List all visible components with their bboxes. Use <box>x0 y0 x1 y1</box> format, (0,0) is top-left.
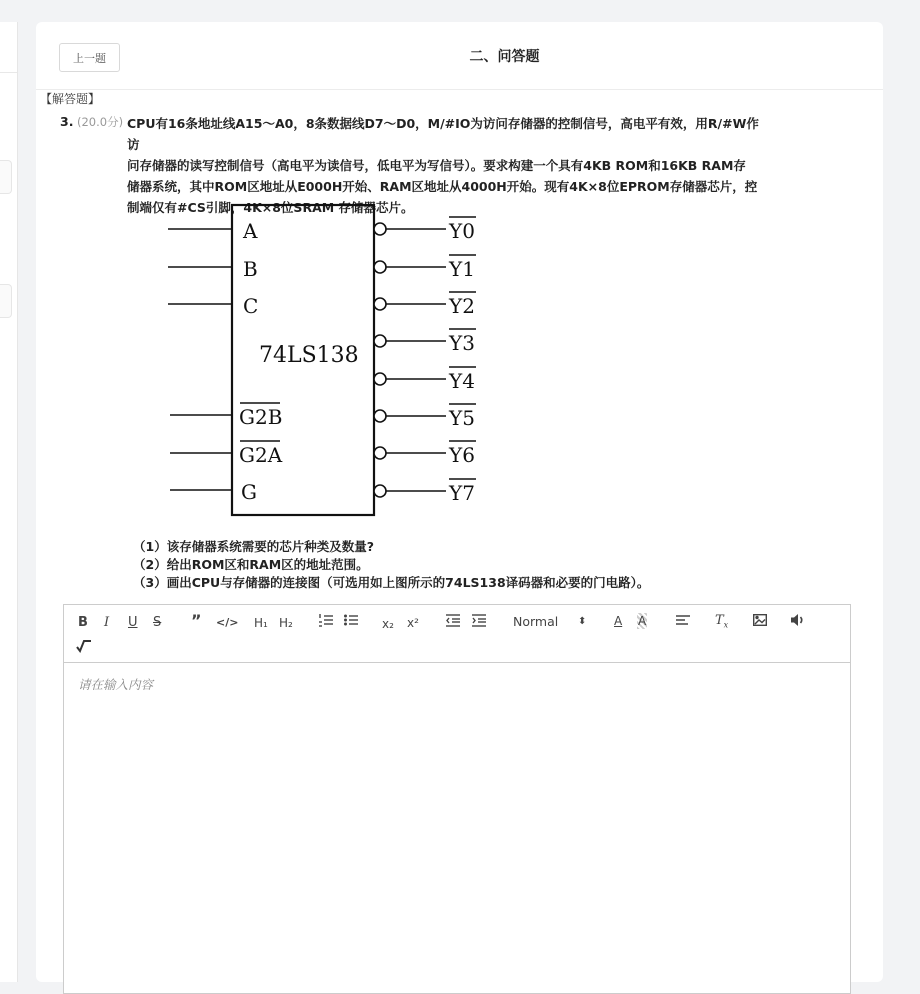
output-label: Y7 <box>449 481 475 505</box>
panel-tab[interactable] <box>0 160 12 194</box>
input-label: A <box>243 219 258 243</box>
stem-line: 制端仅有#CS引脚，4K×8位SRAM 存储器芯片。 <box>127 200 414 215</box>
output-label: Y4 <box>449 369 475 393</box>
code-icon[interactable]: </> <box>216 616 239 629</box>
answer-editor <box>63 604 851 994</box>
left-panel <box>0 22 18 982</box>
question-card <box>36 22 883 982</box>
input-label: G2A <box>239 443 283 467</box>
stem-line: 问存储器的读写控制信号（高电平为读信号，低电平为写信号）。要求构建一个具有4KB ROM和16KB RAM存 <box>127 158 746 173</box>
outdent-icon[interactable] <box>446 613 460 627</box>
panel-divider <box>0 72 17 73</box>
card-header <box>36 22 883 90</box>
output-label: Y2 <box>449 294 475 318</box>
output-label: Y5 <box>449 406 475 430</box>
stem-line: CPU有16条地址线A15～A0，8条数据线D7～D0，M/#IO为访问存储器的控制信号，高电平有效，用R/#W作访 <box>127 116 759 152</box>
output-pin <box>374 441 476 467</box>
editor-content[interactable]: 请在输入内容 <box>78 677 154 692</box>
input-label: G2B <box>239 405 283 429</box>
section-title: 二、问答题 <box>469 49 540 65</box>
underline-button[interactable]: U <box>128 615 138 630</box>
editor-toolbar <box>64 605 850 663</box>
panel-tab[interactable] <box>0 284 12 318</box>
formula-icon[interactable] <box>76 639 92 653</box>
output-pin <box>374 329 476 355</box>
superscript-button[interactable]: x² <box>407 616 419 630</box>
question-score: (20.0分) <box>77 115 124 129</box>
output-pin <box>374 292 476 318</box>
chip-label: 74LS138 <box>259 343 359 368</box>
background-color-icon[interactable]: A <box>638 614 647 628</box>
input-label: B <box>243 257 258 281</box>
question-number: 3. <box>60 114 74 129</box>
decoder-diagram <box>164 202 484 542</box>
prev-question-button[interactable]: 上一题 <box>59 43 120 72</box>
ordered-list-icon[interactable] <box>319 613 333 627</box>
output-pin <box>374 255 476 281</box>
header-select[interactable]: Normal <box>513 614 559 629</box>
font-color-icon[interactable]: A <box>614 614 623 628</box>
image-icon[interactable] <box>753 614 767 626</box>
output-pin <box>374 367 476 393</box>
output-label: Y0 <box>449 219 475 243</box>
bullet-list-icon[interactable] <box>344 613 358 627</box>
header-1-button[interactable]: H₁ <box>254 616 268 630</box>
strike-button[interactable]: S <box>153 615 162 630</box>
clear-format-icon[interactable]: $T_x$ <box>715 613 729 630</box>
output-pin <box>374 404 476 430</box>
blockquote-icon[interactable]: ” <box>191 611 202 630</box>
indent-icon[interactable] <box>472 613 486 627</box>
subscript-button[interactable]: x₂ <box>382 617 394 631</box>
sub-question: （1）该存储器系统需要的芯片种类及数量? <box>133 539 374 554</box>
header-2-button[interactable]: H₂ <box>279 616 293 630</box>
input-label: C <box>243 294 259 318</box>
bold-button[interactable]: B <box>78 615 88 630</box>
output-label: Y3 <box>449 331 475 355</box>
sub-question: （3）画出CPU与存储器的连接图（可选用如上图所示的74LS138译码器和必要的门电路）。 <box>133 575 650 590</box>
sub-question: （2）给出ROM区和RAM区的地址范围。 <box>133 557 369 572</box>
output-pin <box>374 217 476 243</box>
audio-icon[interactable] <box>790 613 806 627</box>
input-label: G <box>241 480 257 504</box>
italic-button[interactable]: I <box>104 615 110 630</box>
output-label: Y6 <box>449 443 475 467</box>
output-pin <box>374 479 476 505</box>
stem-line: 储器系统，其中ROM区地址从E000H开始、RAM区地址从4000H开始。现有4K×8位EPROM存储器芯片，控 <box>127 179 758 194</box>
chevron-updown-icon[interactable]: ⬍ <box>578 616 587 627</box>
output-label: Y1 <box>449 257 475 281</box>
question-type-label: 【解答题】 <box>40 92 101 106</box>
align-icon[interactable] <box>676 613 690 627</box>
